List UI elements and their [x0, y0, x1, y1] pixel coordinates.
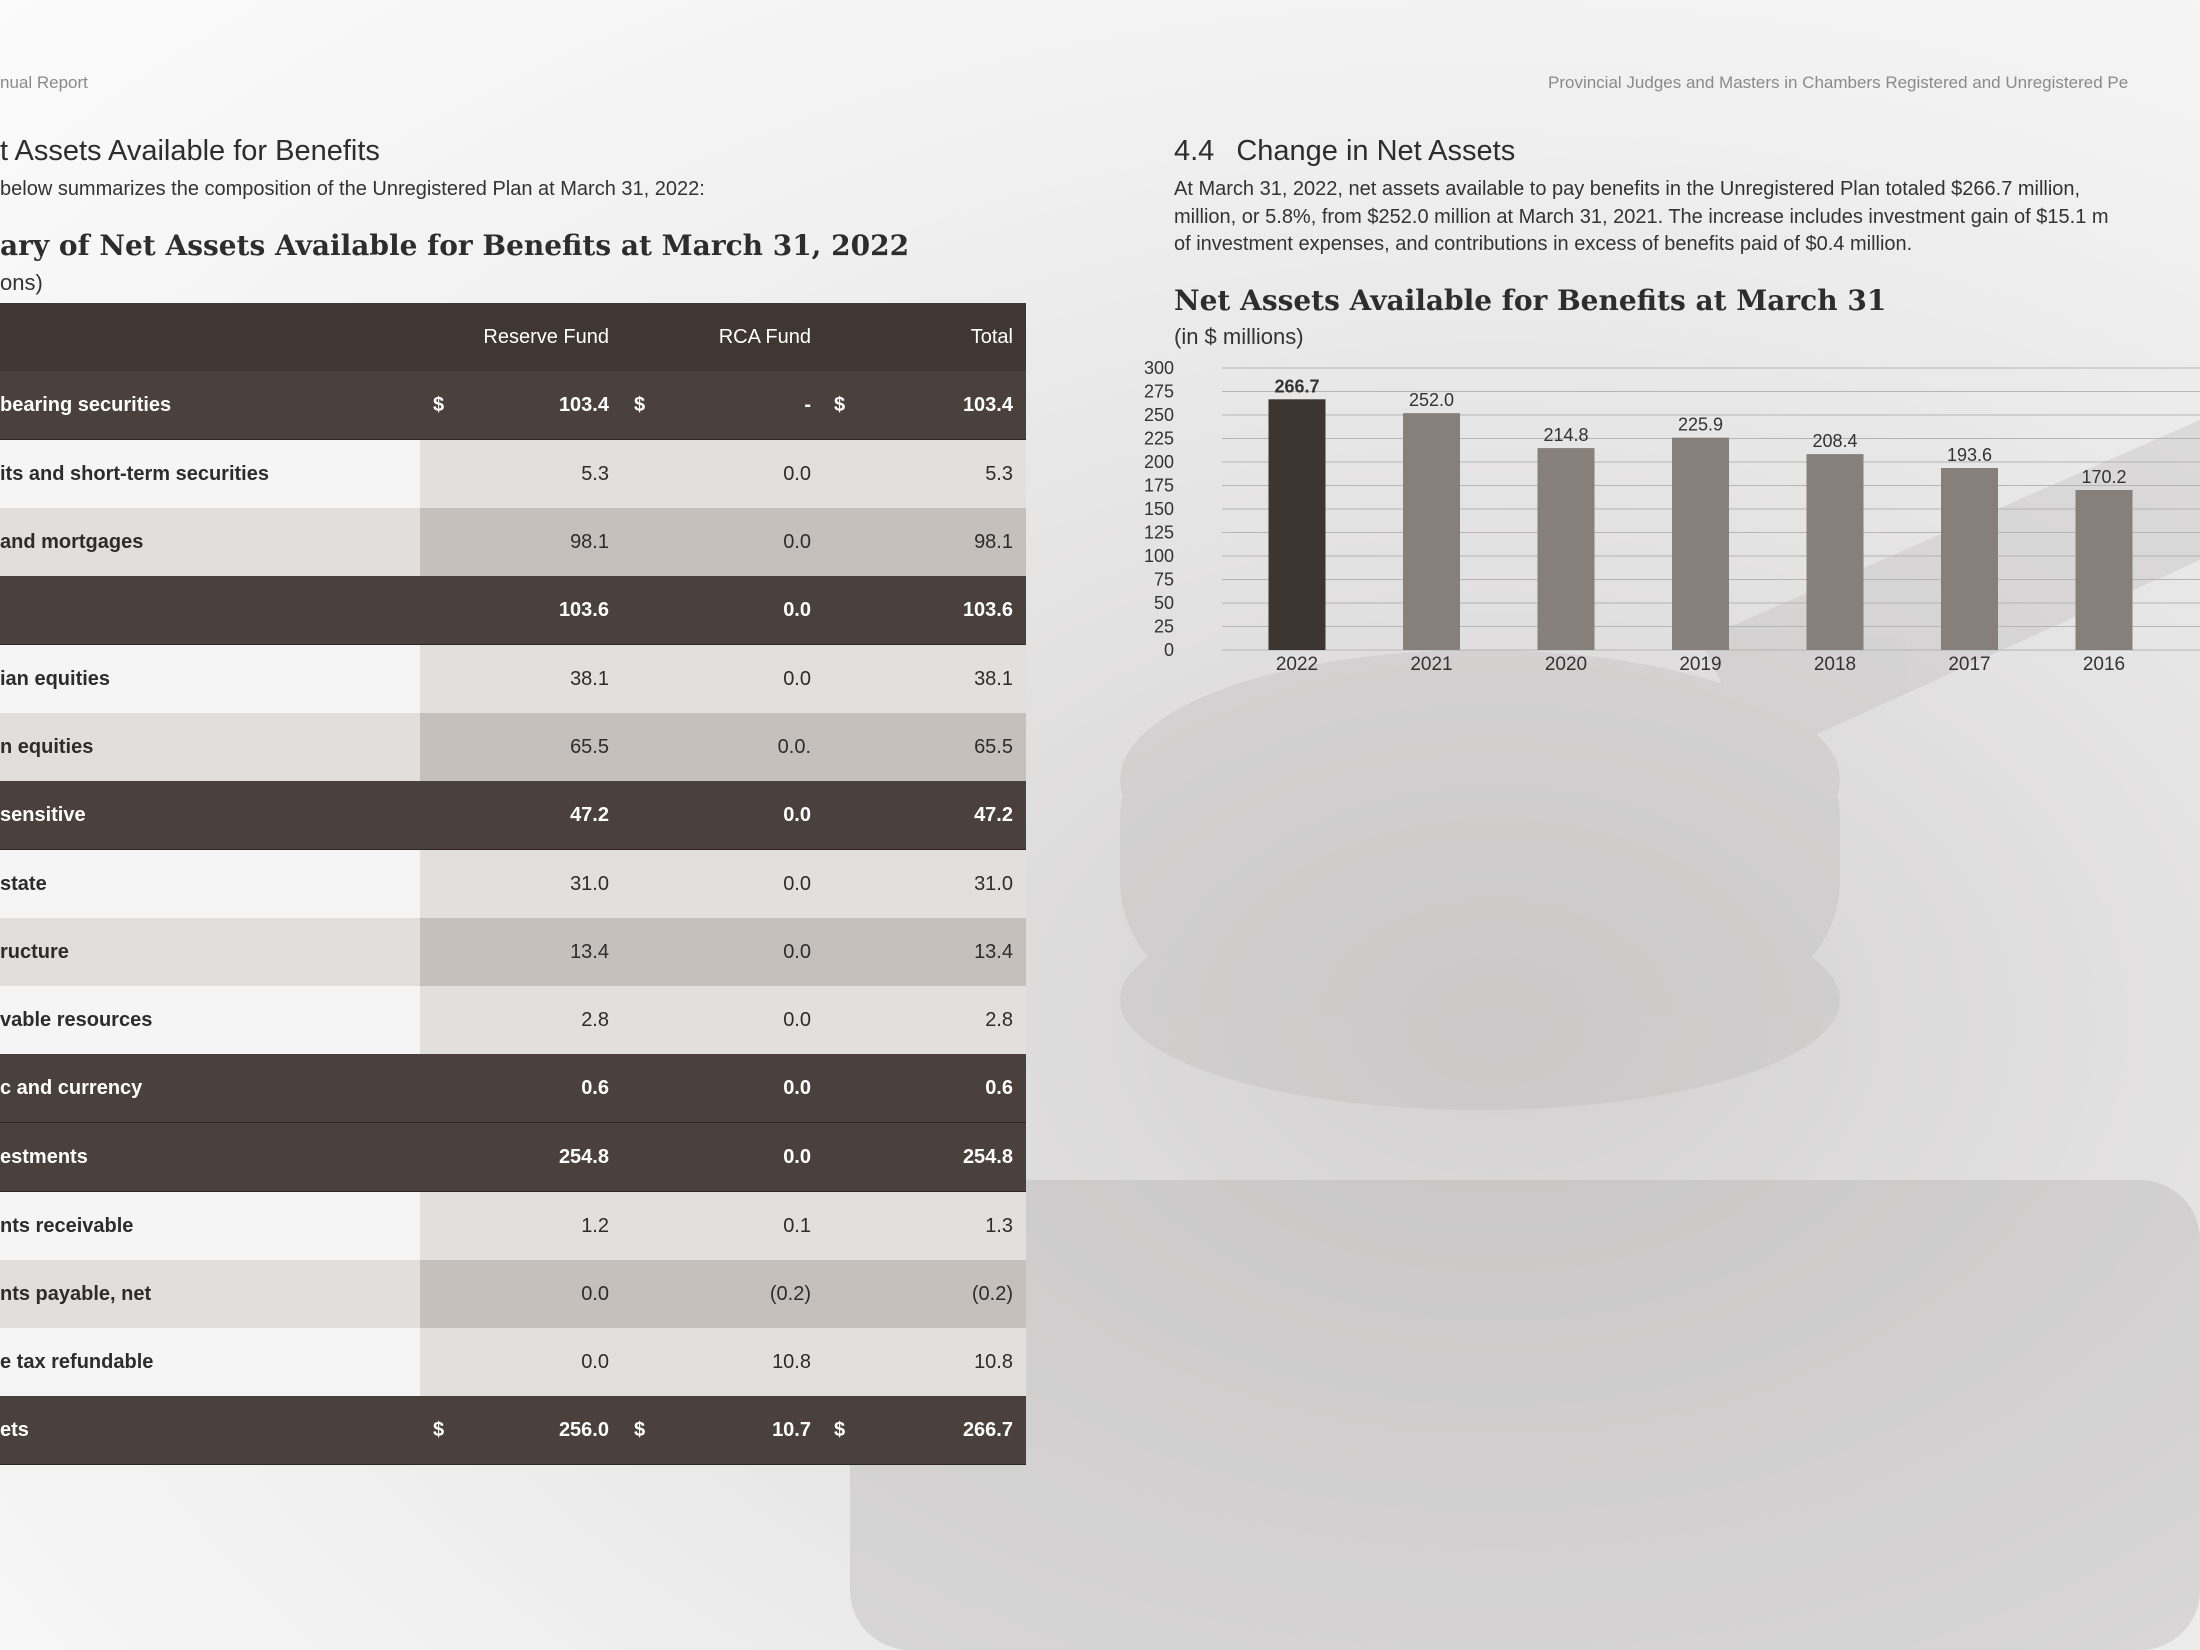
data-label: 266.7 [1274, 376, 1320, 397]
total-value: 47.2 [974, 804, 1013, 826]
bar [1403, 413, 1460, 650]
table-row [0, 918, 1026, 986]
x-tick-label: 2022 [1275, 654, 1319, 675]
row-label: and mortgages [0, 531, 144, 553]
y-tick-label: 175 [1143, 475, 1174, 496]
row-label: its and short-term securities [0, 463, 269, 485]
table-row [0, 440, 1026, 508]
data-label: 193.6 [1946, 445, 1993, 466]
table-row [0, 850, 1026, 918]
total-value: 254.8 [962, 1146, 1013, 1168]
table-row [0, 1054, 1026, 1123]
row-label: n equities [0, 736, 94, 758]
y-tick-label: 275 [1143, 381, 1174, 402]
section-number: 4.4 [1174, 135, 1215, 167]
reserve-fund-value: 98.1 [570, 531, 609, 553]
data-label: 208.4 [1812, 431, 1858, 452]
total-value: 266.7 [962, 1419, 1013, 1441]
value-cell-background [420, 1192, 1026, 1260]
reserve-fund-value: 31.0 [570, 873, 609, 895]
total-value: 10.8 [974, 1351, 1013, 1373]
reserve-fund-value: 103.6 [558, 599, 609, 621]
total-value: 103.4 [962, 394, 1013, 416]
bar [1538, 448, 1595, 650]
table-row [0, 1192, 1026, 1260]
total-value: 13.4 [974, 941, 1013, 963]
currency-symbol: $ [834, 1419, 846, 1441]
row-label: sensitive [0, 804, 86, 826]
section-heading-change [1174, 135, 1515, 168]
table-body [0, 371, 1026, 1465]
total-value: (0.2) [971, 1283, 1013, 1305]
rca-fund-value: 0.0 [783, 873, 811, 895]
chart-title: Net Assets Available for Benefits at March 31 [1174, 284, 1887, 317]
y-tick-label: 75 [1153, 569, 1174, 590]
currency-symbol: $ [634, 394, 646, 416]
table-row [0, 713, 1026, 781]
bar [1807, 454, 1864, 650]
total-value: 0.6 [985, 1077, 1013, 1099]
rca-fund-value: 0.0 [783, 668, 811, 690]
currency-symbol: $ [433, 394, 445, 416]
currency-symbol: $ [433, 1419, 445, 1441]
table-row [0, 371, 1026, 440]
y-tick-label: 225 [1143, 428, 1174, 449]
rca-fund-value: (0.2) [769, 1283, 811, 1305]
section-heading-text: Change in Net Assets [1236, 135, 1516, 167]
x-tick-label: 2020 [1544, 654, 1588, 675]
y-tick-label: 25 [1153, 616, 1174, 637]
table-title: ary of Net Assets Available for Benefits at March 31, 2022 [0, 229, 910, 262]
value-cell-background [420, 508, 1026, 576]
net-assets-bar-chart [1143, 358, 2200, 688]
rca-fund-value: 0.1 [783, 1215, 811, 1237]
table-row [0, 576, 1026, 645]
total-value: 2.8 [985, 1009, 1013, 1031]
reserve-fund-value: 13.4 [570, 941, 609, 963]
total-value: 65.5 [974, 736, 1013, 758]
rca-fund-value: - [804, 394, 811, 416]
currency-symbol: $ [634, 1419, 646, 1441]
reserve-fund-value: 65.5 [570, 736, 609, 758]
paragraph-line: million, or 5.8%, from $252.0 million at March 31, 2021. The increase includes investment gain of $15.1 m [1174, 205, 2109, 228]
x-tick-label: 2019 [1679, 654, 1722, 675]
row-label: c and currency [0, 1077, 143, 1099]
running-header-right: Provincial Judges and Masters in Chambers Registered and Unregistered Pe [1548, 73, 2129, 92]
reserve-fund-value: 256.0 [558, 1419, 609, 1441]
table-row [0, 986, 1026, 1054]
y-tick-label: 100 [1143, 546, 1174, 566]
row-label: state [0, 873, 47, 895]
total-value: 5.3 [985, 463, 1013, 485]
table-units: ons) [0, 270, 43, 295]
value-cell-background [420, 440, 1026, 508]
table-row [0, 781, 1026, 850]
table-row [0, 1123, 1026, 1192]
rca-fund-value: 0.0 [783, 1146, 811, 1168]
y-tick-label: 200 [1143, 452, 1174, 472]
total-value: 31.0 [974, 873, 1013, 895]
bar [1941, 468, 1998, 650]
table-row [0, 1260, 1026, 1328]
data-label: 170.2 [2081, 467, 2127, 488]
rca-fund-value: 0.0 [783, 804, 811, 826]
x-tick-label: 2016 [2082, 654, 2126, 675]
reserve-fund-value: 103.4 [558, 394, 609, 416]
rca-fund-value: 0.0 [783, 463, 811, 485]
rca-fund-value: 10.7 [772, 1419, 811, 1441]
y-tick-label: 150 [1143, 499, 1174, 519]
reserve-fund-value: 2.8 [581, 1009, 609, 1031]
paragraph-line: At March 31, 2022, net assets available to pay benefits in the Unregistered Plan totaled $266.7 million, [1174, 178, 2081, 200]
row-label: vable resources [0, 1009, 153, 1031]
x-tick-label: 2021 [1410, 654, 1453, 675]
total-value: 103.6 [962, 599, 1013, 621]
data-label: 214.8 [1543, 425, 1589, 446]
reserve-fund-value: 47.2 [570, 804, 609, 826]
total-value: 1.3 [985, 1215, 1013, 1237]
x-tick-label: 2018 [1813, 654, 1857, 675]
rca-fund-value: 0.0 [783, 1009, 811, 1031]
table-row [0, 1396, 1026, 1465]
column-header-reserve-fund: Reserve Fund [483, 326, 609, 348]
value-cell-background [420, 645, 1026, 713]
row-label: e tax refundable [0, 1351, 154, 1373]
y-tick-label: 300 [1143, 358, 1174, 378]
reserve-fund-value: 0.0 [581, 1351, 609, 1373]
value-cell-background [420, 1260, 1026, 1328]
reserve-fund-value: 254.8 [558, 1146, 609, 1168]
value-cell-background [420, 850, 1026, 918]
column-header-rca-fund: RCA Fund [718, 326, 811, 348]
reserve-fund-value: 38.1 [570, 668, 609, 690]
rca-fund-value: 0.0 [783, 941, 811, 963]
row-label: nts receivable [0, 1215, 134, 1237]
table-row [0, 645, 1026, 713]
y-tick-label: 0 [1163, 640, 1174, 660]
column-header-total: Total [970, 326, 1013, 348]
reserve-fund-value: 5.3 [581, 463, 609, 485]
section-heading-net-assets: t Assets Available for Benefits [0, 135, 380, 167]
reserve-fund-value: 0.0 [581, 1283, 609, 1305]
rca-fund-value: 10.8 [772, 1351, 811, 1373]
rca-fund-value: 0.0 [783, 1077, 811, 1099]
x-tick-label: 2017 [1948, 654, 1991, 675]
bar [2076, 490, 2133, 650]
bar [1672, 438, 1729, 650]
rca-fund-value: 0.0 [783, 531, 811, 553]
row-label: ian equities [0, 668, 111, 690]
net-assets-table [0, 303, 1026, 1465]
row-label: ets [0, 1419, 29, 1441]
value-cell-background [420, 1328, 1026, 1396]
reserve-fund-value: 1.2 [581, 1215, 609, 1237]
value-cell-background [420, 713, 1026, 781]
y-tick-label: 50 [1153, 593, 1174, 613]
section-intro: below summarizes the composition of the Unregistered Plan at March 31, 2022: [0, 178, 705, 200]
value-cell-background [420, 918, 1026, 986]
row-label: estments [0, 1146, 88, 1168]
bar [1269, 399, 1326, 650]
y-tick-label: 125 [1143, 522, 1174, 543]
value-cell-background [420, 986, 1026, 1054]
paragraph-line: of investment expenses, and contributions in excess of benefits paid of $0.4 million. [1174, 233, 1913, 255]
running-header-left: nual Report [0, 73, 88, 92]
total-value: 38.1 [974, 668, 1013, 690]
rca-fund-value: 0.0. [777, 736, 811, 758]
table-header-row [0, 303, 1026, 371]
table-row [0, 1328, 1026, 1396]
chart-units: (in $ millions) [1174, 324, 1304, 349]
rca-fund-value: 0.0 [783, 599, 811, 621]
row-label: nts payable, net [0, 1283, 152, 1305]
row-label: ructure [0, 941, 69, 963]
y-tick-label: 250 [1143, 405, 1174, 425]
row-label: bearing securities [0, 394, 172, 416]
currency-symbol: $ [834, 394, 846, 416]
table-row [0, 508, 1026, 576]
data-label: 225.9 [1677, 414, 1724, 435]
total-value: 98.1 [974, 531, 1013, 553]
change-paragraph [1174, 176, 2109, 259]
reserve-fund-value: 0.6 [581, 1077, 609, 1099]
data-label: 252.0 [1408, 390, 1455, 411]
